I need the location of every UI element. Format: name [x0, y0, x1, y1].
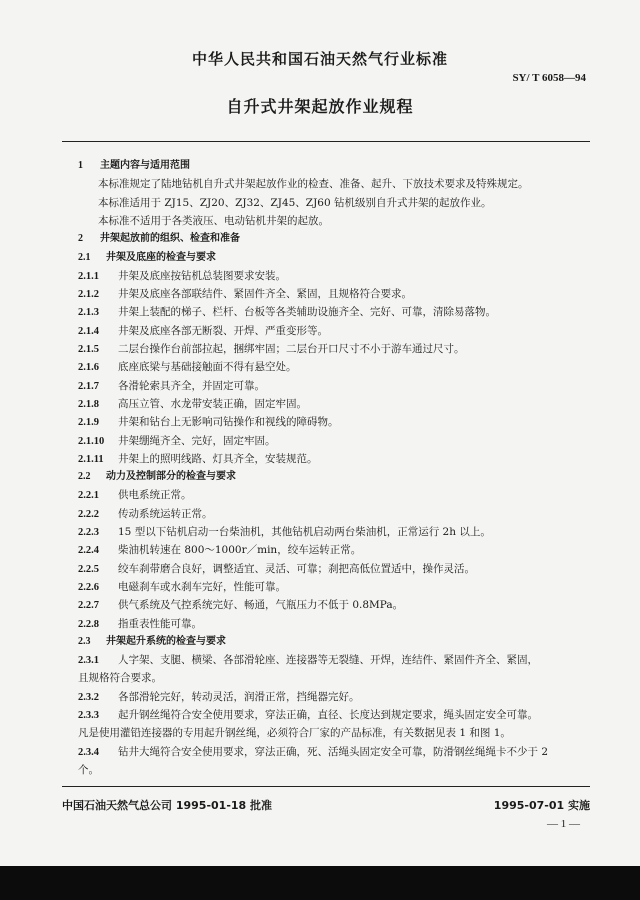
clause-text: 井架上的照明线路、灯具齐全，安装规范。 [118, 453, 318, 465]
clause-text: 供气系统及气控系统完好、畅通，气瓶压力不低于 0.8MPa。 [118, 599, 404, 611]
text-line [78, 726, 598, 740]
text-line [78, 708, 598, 723]
footer-rule [62, 786, 590, 787]
clause-number: 2.1.4 [78, 326, 99, 337]
clause-number: 2.1.1 [78, 271, 99, 282]
clause-text: 井架绷绳齐全、完好，固定牢固。 [118, 435, 276, 447]
text-line [78, 379, 598, 394]
clause-text: 底座底梁与基础接触面不得有悬空处。 [118, 361, 297, 373]
clause-text: 井架及底座各部无断裂、开焊、严重变形等。 [118, 325, 328, 337]
clause-text: 且规格符合要求。 [78, 672, 162, 684]
page-number: — 1 — [547, 818, 580, 830]
text-line [78, 287, 598, 302]
clause-text: 各部滑轮完好，转动灵活，润滑正常，挡绳器完好。 [118, 691, 360, 703]
scan-edge [0, 866, 640, 900]
text-line [78, 269, 598, 284]
clause-number: 2.2.7 [78, 600, 99, 611]
text-line [78, 690, 598, 705]
clause-number: 2.3 [78, 636, 91, 647]
clause-number: 2.1.2 [78, 289, 99, 300]
text-line [98, 177, 618, 191]
clause-text: 传动系统运转正常。 [118, 508, 213, 520]
clause-number: 2.2.2 [78, 509, 99, 520]
text-line [78, 342, 598, 357]
text-line [78, 653, 598, 668]
section-heading [78, 232, 598, 246]
clause-text: 本标准不适用于各类液压、电动钻机井架的起放。 [98, 215, 329, 227]
clause-number: 2.1 [78, 252, 91, 263]
clause-number: 2.1.11 [78, 454, 104, 465]
clause-text: 柴油机转速在 800～1000r／min，绞车运转正常。 [118, 544, 362, 556]
text-line [98, 196, 618, 210]
clause-text: 绞车刹带磨合良好，调整适宜、灵活、可靠；刹把高低位置适中，操作灵活。 [118, 563, 475, 575]
text-line [78, 562, 598, 577]
clause-number: 2.2.8 [78, 619, 99, 630]
text-line [78, 598, 598, 613]
text-line [78, 507, 598, 522]
text-line [78, 617, 598, 632]
clause-text: 动力及控制部分的检查与要求 [106, 471, 236, 482]
clause-number: 2 [78, 233, 83, 244]
document-title: 自升式井架起放作业规程 [226, 97, 414, 116]
subsection-heading [78, 470, 598, 484]
clause-number: 2.1.3 [78, 307, 99, 318]
text-line [78, 397, 598, 412]
clause-text: 供电系统正常。 [118, 489, 192, 501]
clause-number: 2.3.1 [78, 655, 99, 666]
standard-title: 中华人民共和国石油天然气行业标准 [191, 50, 448, 68]
clause-number: 2.1.5 [78, 344, 99, 355]
clause-text: 各滑轮索具齐全，并固定可靠。 [118, 380, 265, 392]
clause-number: 2.3.2 [78, 692, 99, 703]
text-line [78, 525, 598, 540]
clause-text: 二层台操作台前部拉起，捆绑牢固；二层台开口尺寸不小于游车通过尺寸。 [118, 343, 465, 355]
clause-text: 井架和钻台上无影响司钻操作和视线的障碍物。 [118, 416, 339, 428]
clause-text: 井架起升系统的检查与要求 [106, 636, 226, 647]
clause-text: 井架及底座按钻机总装图要求安装。 [118, 270, 286, 282]
clause-text: 个。 [78, 764, 99, 776]
clause-number: 2.2.1 [78, 490, 99, 501]
header-rule [62, 141, 590, 142]
text-line [98, 214, 618, 228]
clause-number: 2.2 [78, 471, 91, 482]
clause-text: 起升钢丝绳符合安全使用要求，穿法正确，直径、长度达到规定要求，绳头固定安全可靠。 [118, 709, 538, 721]
clause-number: 2.1.10 [78, 436, 105, 447]
implementation-date: 1995-07-01 实施 [493, 799, 590, 812]
clause-number: 2.1.7 [78, 381, 99, 392]
text-line [78, 415, 598, 430]
clause-text: 指重表性能可靠。 [118, 618, 202, 630]
text-line [78, 452, 598, 467]
clause-text: 高压立管、水龙带安装正确，固定牢固。 [118, 398, 307, 410]
text-line [78, 360, 598, 375]
clause-text: 主题内容与适用范围 [100, 160, 190, 171]
subsection-heading [78, 251, 598, 265]
clause-number: 2.2.4 [78, 545, 99, 556]
clause-text: 井架及底座各部联结件、紧固件齐全、紧固，且规格符合要求。 [118, 288, 412, 300]
clause-number: 1 [78, 160, 83, 171]
clause-text: 钻井大绳符合安全使用要求，穿法正确，死、活绳头固定安全可靠，防滑钢丝绳绳卡不少于 2 [118, 746, 549, 758]
clause-number: 2.2.5 [78, 564, 99, 575]
text-line [78, 324, 598, 339]
clause-number: 2.1.9 [78, 417, 99, 428]
text-line [78, 580, 598, 595]
text-line [78, 671, 598, 685]
clause-text: 电磁刹车或水刹车完好，性能可靠。 [118, 581, 286, 593]
subsection-heading [78, 635, 598, 649]
clause-text: 本标准适用于 ZJ15、ZJ20、ZJ32、ZJ45、ZJ60 钻机级别自升式井架的起放作业。 [98, 197, 492, 209]
clause-number: 2.3.4 [78, 747, 99, 758]
clause-text: 人字架、支腿、横梁、各部滑轮座、连接器等无裂缝、开焊，连结件、紧固件齐全、紧固， [118, 654, 538, 666]
clause-text: 15 型以下钻机启动一台柴油机，其他钻机启动两台柴油机，正常运行 2h 以上。 [118, 526, 491, 538]
text-line [78, 745, 598, 760]
approval-note: 中国石油天然气总公司 1995-01-18 批准 [62, 799, 273, 812]
clause-text: 本标准规定了陆地钻机自升式井架起放作业的检查、准备、起升、下放技术要求及特殊规定。 [98, 178, 529, 190]
clause-number: 2.2.6 [78, 582, 99, 593]
clause-text: 井架及底座的检查与要求 [106, 252, 216, 263]
text-line [78, 305, 598, 320]
clause-text: 井架上装配的梯子、栏杆、台板等各类辅助设施齐全、完好、可靠，清除易落物。 [118, 306, 496, 318]
clause-number: 2.3.3 [78, 710, 99, 721]
text-line [78, 488, 598, 503]
clause-text: 井架起放前的组织、检查和准备 [100, 233, 240, 244]
text-line [78, 543, 598, 558]
clause-number: 2.1.8 [78, 399, 99, 410]
clause-text: 凡是使用灌铅连接器的专用起升钢丝绳，必须符合厂家的产品标准，有关数据见表 1 和图 1。 [78, 727, 511, 739]
standard-code: SY/ T 6058—94 [512, 72, 586, 84]
text-line [78, 763, 598, 777]
clause-number: 2.2.3 [78, 527, 99, 538]
text-line [78, 434, 598, 449]
clause-number: 2.1.6 [78, 362, 99, 373]
section-heading [78, 159, 598, 173]
